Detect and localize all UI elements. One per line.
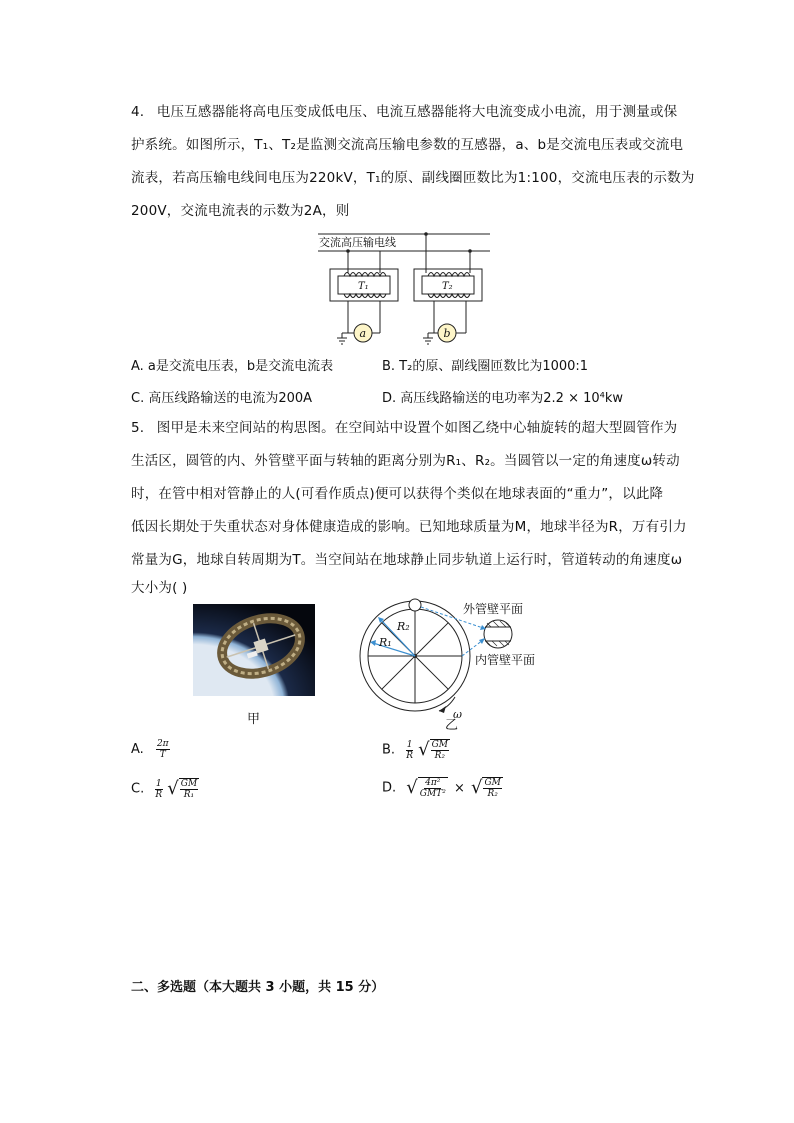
option-c-pre-num: 1	[155, 778, 162, 789]
q5-option-b	[382, 739, 450, 761]
wire-label: 交流高压输电线	[319, 236, 396, 249]
option-c-label: C.	[131, 781, 145, 797]
option-b-prefix	[405, 740, 414, 761]
section-heading: 二、多选题（本大题共 3 小题，共 15 分）	[131, 980, 385, 995]
option-d-num-2: GM	[484, 778, 501, 788]
option-c-num: GM	[180, 779, 198, 789]
q5-line-2: 生活区，圆管的内、外管壁平面与转轴的距离分别为R₁、R₂。当圆管以一定的角速度ω转动	[131, 453, 680, 469]
space-station-photo	[193, 604, 315, 696]
transformer-circuit-diagram	[310, 225, 495, 347]
inner-wall-label: 内管壁平面	[475, 653, 536, 667]
q5-line-4: 低因长期处于失重状态对身体健康造成的影响。已知地球质量为M，地球半径为R，万有引力	[131, 519, 687, 535]
q5-line-1	[131, 416, 677, 436]
q5-line-5: 常量为G，地球自转周期为T。当空间站在地球静止同步轨道上运行时，管道转动的角速度ω	[131, 552, 683, 568]
q4-line-3: 流表，若高压输电线间电压为220kV，T₁的原、副线圈匝数比为1:100，交流电压表的示数为	[131, 170, 695, 186]
option-b-pre-den: R	[406, 750, 413, 761]
option-a-fraction	[156, 739, 170, 760]
r2-label: R₂	[397, 620, 410, 633]
option-d-label: D.	[382, 780, 397, 796]
option-d-num-1: 4π²	[425, 778, 441, 788]
option-d-den-1: GMT²	[419, 789, 446, 799]
option-c-den: R₁	[183, 790, 195, 800]
q5-text-1: 图甲是未来空间站的构思图。在空间站中设置个如图乙绕中心轴旋转的超大型圆管作为	[156, 420, 678, 436]
option-b-num: GM	[431, 740, 449, 750]
t1-label: T₁	[358, 281, 369, 292]
omega-label: ω	[453, 708, 462, 721]
q4-line-2: 护系统。如图所示，T₁、T₂是监测交流高压输电参数的互感器，a、b是交流电压表或交流电	[131, 137, 684, 153]
option-b-label: B.	[382, 742, 396, 758]
option-d-sqrt-1: √ $\frac{\text{4π²}}{\text{GMT²}}$	[406, 777, 446, 799]
q4-text-1: 电压互感器能将高电压变成低电压、电流互感器能将大电流变成小电流，用于测量或保	[156, 104, 678, 120]
q4-number: 4.	[131, 104, 145, 120]
option-b-pre-num: 1	[406, 739, 413, 750]
q5-number: 5.	[131, 420, 145, 436]
meter-b-label: b	[443, 327, 451, 340]
r1-label: R₁	[379, 636, 392, 649]
option-b-sqrt: √ $\frac{GM}{\text{R₂}}$	[418, 739, 449, 761]
outer-wall-label: 外管壁平面	[463, 602, 524, 616]
option-a-num: 2π	[156, 739, 169, 749]
option-d-sqrt-2: √ $\frac{GM}{\text{R₂}}$	[470, 777, 501, 799]
rotating-tube-diagram	[355, 598, 555, 730]
option-c-prefix	[154, 779, 163, 800]
meter-a-label: a	[359, 327, 367, 340]
q5-line-3: 时，在管中相对管静止的人(可看作质点)便可以获得个类似在地球表面的“重力”，以此降	[131, 486, 664, 502]
caption-yi: 乙	[445, 718, 459, 733]
q4-option-b: B. T₂的原、副线圈匝数比为1000:1	[382, 359, 589, 374]
option-b-den: R₂	[434, 751, 445, 761]
caption-jia: 甲	[247, 712, 261, 727]
option-c-pre-den: R	[155, 789, 163, 800]
q4-line-4: 200V，交流电流表的示数为2A，则	[131, 203, 350, 219]
q4-option-a: A. a是交流电压表，b是交流电流表	[131, 359, 334, 374]
option-d-times: ×	[453, 780, 465, 796]
q4-line-1	[131, 100, 677, 120]
option-d-den-2: R₂	[487, 789, 498, 799]
option-c-sqrt: √ $\frac{GM}{\text{R₁}}$	[167, 778, 198, 800]
q4-option-c: C. 高压线路输送的电流为200A	[131, 391, 313, 406]
q5-option-d	[382, 777, 503, 799]
option-a-den: T	[159, 750, 166, 760]
t2-label: T₂	[442, 281, 453, 292]
q5-option-a	[131, 739, 170, 760]
q5-line-6: 大小为( )	[131, 580, 188, 596]
q5-option-c	[131, 778, 199, 800]
option-a-label: A.	[131, 742, 144, 757]
q4-option-d: D. 高压线路输送的电功率为2.2 × 10⁴kw	[382, 391, 624, 406]
